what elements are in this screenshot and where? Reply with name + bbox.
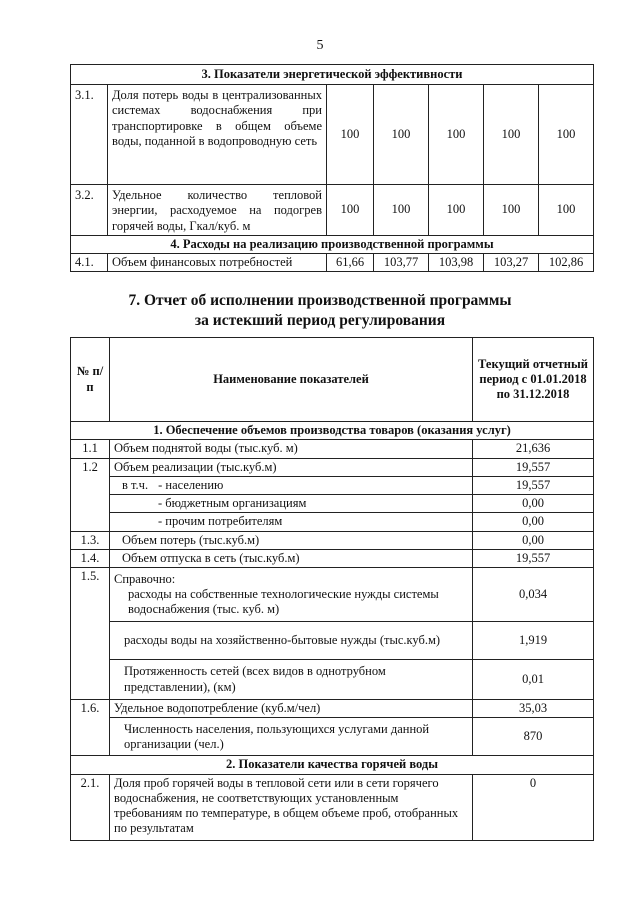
row-name: Протяженность сетей (всех видов в однотрубном представлении), (км) <box>110 660 473 700</box>
row-value: 0,00 <box>473 495 594 513</box>
row-name: Удельное водопотребление (куб.м/чел) <box>110 700 473 718</box>
header-period: Текущий отчетный период с 01.01.2018 по 31.12.2018 <box>473 338 594 422</box>
row-name: Объем реализации (тыс.куб.м) <box>110 458 473 476</box>
row-name: - бюджетным организациям <box>110 495 473 513</box>
table-row <box>71 549 594 567</box>
row-value: 61,66 <box>327 254 374 272</box>
row-value: 100 <box>539 85 594 185</box>
row-value: 100 <box>429 85 484 185</box>
section-2-title: 2. Показатели качества горячей воды <box>71 756 594 774</box>
row-description: Доля потерь воды в централизованных системах водоснабжения при транспортировке в общем объеме воды, поданной в водопроводную сеть <box>108 85 327 185</box>
table-row <box>71 495 594 513</box>
row-value: 19,557 <box>473 476 594 494</box>
row-value: 35,03 <box>473 700 594 718</box>
row-value: 21,636 <box>473 440 594 458</box>
row-name: Объем отпуска в сеть (тыс.куб.м) <box>110 549 473 567</box>
table-row <box>71 718 594 756</box>
row-subname: - населению <box>158 477 224 492</box>
row-name: Объем потерь (тыс.куб.м) <box>110 531 473 549</box>
row-value: 1,919 <box>473 622 594 660</box>
section-1-title: 1. Обеспечение объемов производства товаров (оказания услуг) <box>71 422 594 440</box>
table-row <box>71 85 594 185</box>
report-heading-line2: за истекший период регулирования <box>194 312 446 329</box>
row-value: 100 <box>327 85 374 185</box>
row-value: 103,98 <box>429 254 484 272</box>
report-table <box>70 337 594 841</box>
table-row <box>71 568 594 622</box>
row-number: 2.1. <box>71 774 110 840</box>
row-value: 19,557 <box>473 549 594 567</box>
section-3-title: 3. Показатели энергетической эффективности <box>71 65 594 85</box>
header-name: Наименование показателей <box>110 338 473 422</box>
row-name <box>110 568 473 622</box>
table-row <box>71 774 594 840</box>
row-description: Удельное количество тепловой энергии, расходуемое на подогрев горячей воды, Гкал/куб. м <box>108 185 327 236</box>
row-value: 19,557 <box>473 458 594 476</box>
row-name: расходы воды на хозяйственно-бытовые нужды (тыс.куб.м) <box>110 622 473 660</box>
header-num: № п/п <box>71 338 110 422</box>
row-value: 102,86 <box>539 254 594 272</box>
row-number: 1.2 <box>71 458 110 476</box>
row-subname: расходы на собственные технологические нужды системы водоснабжения (тыс. куб. м) <box>128 586 439 617</box>
table-row <box>71 700 594 718</box>
table-row <box>71 476 594 494</box>
table-row <box>71 513 594 531</box>
row-value: 100 <box>539 185 594 236</box>
table-row <box>71 254 594 272</box>
table-row <box>71 440 594 458</box>
row-description: Объем финансовых потребностей <box>108 254 327 272</box>
report-heading-line1: 7. Отчет об исполнении производственной программы <box>128 292 512 309</box>
row-value: 0 <box>473 774 594 840</box>
table-row <box>71 531 594 549</box>
row-number: 1.3. <box>71 531 110 549</box>
row-number: 3.1. <box>71 85 108 185</box>
row-number: 1.5. <box>71 568 110 622</box>
row-value: 0,00 <box>473 513 594 531</box>
row-name: Доля проб горячей воды в тепловой сети или в сети горячего водоснабжения, не соответствующих установленным требованиям по температуре, в общем объеме проб, отобранных по результатам <box>110 774 473 840</box>
row-number: 1.1 <box>71 440 110 458</box>
row-value: 103,77 <box>374 254 429 272</box>
row-name: Объем поднятой воды (тыс.куб. м) <box>110 440 473 458</box>
section-4-title: 4. Расходы на реализацию производственной программы <box>71 235 594 253</box>
table-row <box>71 458 594 476</box>
table-row <box>71 660 594 700</box>
row-title: Справочно: <box>114 571 176 586</box>
row-value: 0,01 <box>473 660 594 700</box>
row-name <box>110 476 473 494</box>
row-value: 0,034 <box>473 568 594 622</box>
table-row <box>71 622 594 660</box>
row-value: 0,00 <box>473 531 594 549</box>
row-value: 100 <box>484 85 539 185</box>
row-number: 1.4. <box>71 549 110 567</box>
row-value: 100 <box>484 185 539 236</box>
row-name: Численность населения, пользующихся услугами данной организации (чел.) <box>110 718 473 756</box>
row-value: 100 <box>429 185 484 236</box>
row-number: 3.2. <box>71 185 108 236</box>
row-value: 870 <box>473 718 594 756</box>
row-prefix: в т.ч. <box>122 477 149 492</box>
row-number: 4.1. <box>71 254 108 272</box>
row-number: 1.6. <box>71 700 110 718</box>
row-value: 100 <box>374 185 429 236</box>
row-value: 100 <box>327 185 374 236</box>
table-row <box>71 185 594 236</box>
row-value: 103,27 <box>484 254 539 272</box>
row-value: 100 <box>374 85 429 185</box>
energy-efficiency-table <box>70 64 594 272</box>
page-number: 5 <box>316 38 324 53</box>
row-name: - прочим потребителям <box>110 513 473 531</box>
